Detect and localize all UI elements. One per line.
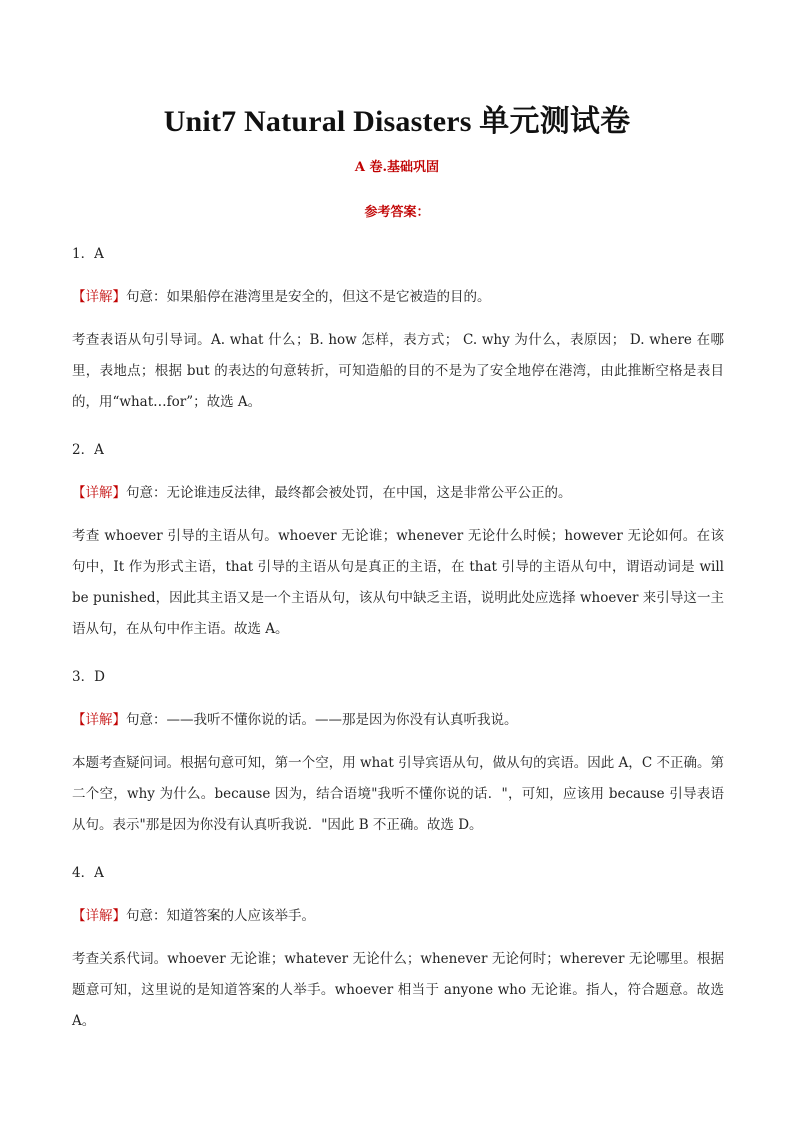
detail-tag: 【详解】	[72, 485, 126, 501]
explanation-text: 考查表语从句引导词。A. what 什么；B. how 怎样，表方式； C. why 为什么，表原因； D. where 在哪里，表地点；根据 but 的表达的句意转折，可知造船的目的不是为了安全地停在港湾，由此推断空格是表目的，用“what…for”；故选 A。	[72, 332, 724, 410]
detail-line	[72, 901, 724, 932]
detail-text: 句意：知道答案的人应该举手。	[126, 908, 315, 924]
question-number: 2．A	[72, 442, 104, 458]
explanation-text: 考查关系代词。whoever 无论谁；whatever 无论什么；whenever 无论何时；wherever 无论哪里。根据题意可知，这里说的是知道答案的人举手。whoever 相当于 anyone who 无论谁。指人，符合题意。故选 A。	[72, 951, 724, 1029]
detail-line	[72, 478, 724, 509]
question-number: 3．D	[72, 669, 105, 685]
detail-line	[72, 705, 724, 736]
document-title: Unit7 Natural Disasters 单元测试卷	[163, 105, 631, 138]
explanation-text: 本题考查疑问词。根据句意可知，第一个空，用 what 引导宾语从句，做从句的宾语。因此 A，C 不正确。第二个空，why 为什么。because 因为，结合语境"我听不懂你说的话．"，可知，应该用 because 引导表语从句。表示"那是因为你没有认真听我说．"因此 B 不正确。故选 D。	[72, 755, 724, 833]
question-number: 4．A	[72, 865, 104, 881]
section-subtitle: A 卷.基础巩固	[354, 160, 440, 175]
detail-tag: 【详解】	[72, 712, 126, 728]
detail-text: 句意：——我听不懂你说的话。——那是因为你没有认真听我说。	[126, 712, 518, 728]
answer-item-1	[72, 239, 724, 418]
answer-item-3	[72, 662, 724, 841]
answer-item-2	[72, 435, 724, 645]
answer-heading: 参考答案：	[364, 205, 430, 220]
explanation-text: 考查 whoever 引导的主语从句。whoever 无论谁；whenever 无论什么时候；however 无论如何。在该句中，It 作为形式主语，that 引导的主语从句是真正的主语，在 that 引导的主语从句中，谓语动词是 will be punished，因此其主语又是一个主语从句，该从句中缺乏主语，说明此处应选择 whoever 来引导这一主语从句，在从句中作主语。故选 A。	[72, 528, 724, 637]
question-number: 1．A	[72, 246, 104, 262]
detail-tag: 【详解】	[72, 908, 126, 924]
detail-text: 句意：如果船停在港湾里是安全的，但这不是它被造的目的。	[126, 289, 491, 305]
detail-tag: 【详解】	[72, 289, 126, 305]
answer-item-4	[72, 858, 724, 1037]
detail-text: 句意：无论谁违反法律，最终都会被处罚，在中国，这是非常公平公正的。	[126, 485, 572, 501]
detail-line	[72, 282, 724, 313]
